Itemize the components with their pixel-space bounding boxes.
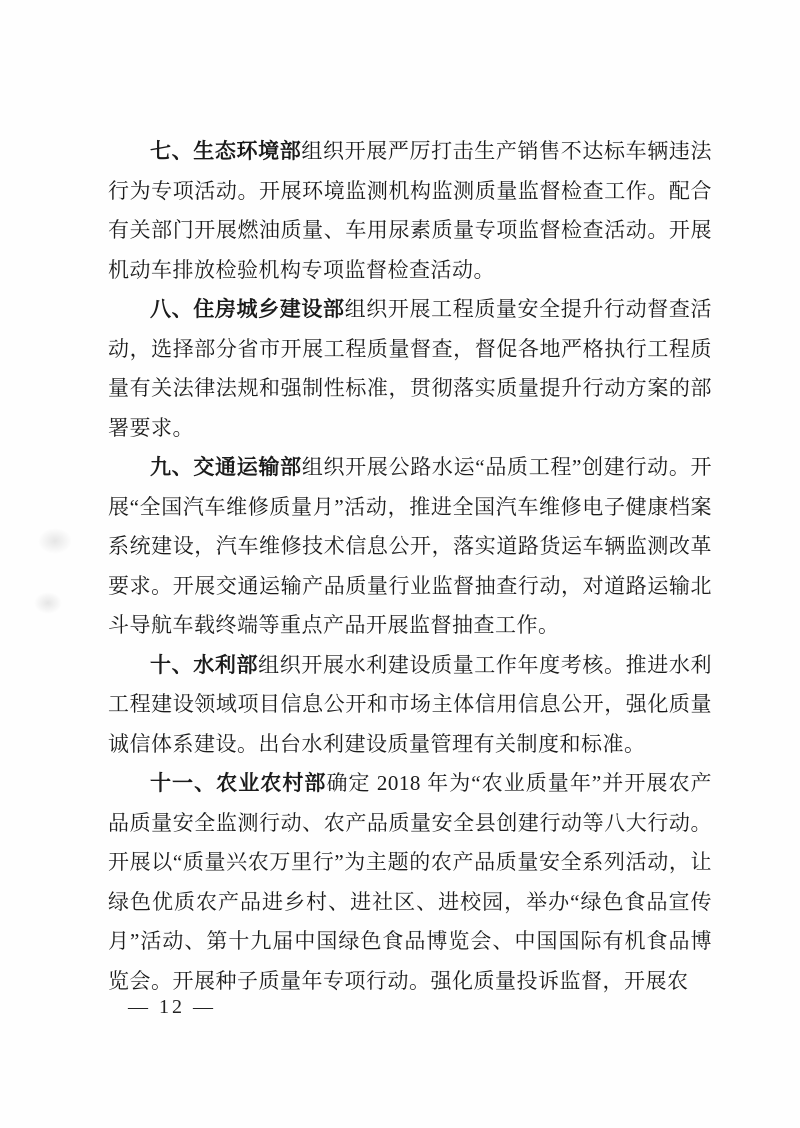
paragraph-11-agriculture-rural bbox=[108, 764, 712, 1001]
paragraph-9-transport bbox=[108, 448, 712, 646]
scan-smudge bbox=[38, 528, 72, 554]
scan-smudge bbox=[34, 592, 62, 614]
paragraph-10-text: 组织开展水利建设质量工作年度考核。推进水利工程建设领域项目信息公开和市场主体信用信息公开，强化质量诚信体系建设。出台水利建设质量管理有关制度和标准。 bbox=[108, 652, 713, 756]
paragraph-8-lead: 八、住房城乡建设部 bbox=[150, 298, 345, 321]
paragraph-7-lead: 七、生态环境部 bbox=[150, 140, 302, 163]
paragraph-11-text: 确定 2018 年为“农业质量年”并开展农产品质量安全监测行动、农产品质量安全县创建行动等八大行动。开展以“质量兴农万里行”为主题的农产品质量安全系列活动，让绿色优质农产品进乡村、进社区、进校园，举办“绿色食品宣传月”活动、第十九届中国绿色食品博览会、中国国际有机食品博览会。开展种子质量年专项行动。强化质量投诉监督，开展农 bbox=[108, 771, 713, 993]
paragraph-7-ecology-environment bbox=[108, 132, 712, 290]
paragraph-8-housing-construction bbox=[108, 290, 712, 448]
document-body bbox=[108, 132, 712, 1001]
paragraph-10-water-resources bbox=[108, 646, 712, 765]
paragraph-9-text: 组织开展公路水运“品质工程”创建行动。开展“全国汽车维修质量月”活动，推进全国汽车维修电子健康档案系统建设，汽车维修技术信息公开，落实道路货运车辆监测改革要求。开展交通运输产品质量行业监督抽查行动，对道路运输北斗导航车载终端等重点产品开展监督抽查工作。 bbox=[108, 455, 713, 637]
paragraph-8-text: 组织开展工程质量安全提升行动督查活动，选择部分省市开展工程质量督查，督促各地严格执行工程质量有关法律法规和强制性标准，贯彻落实质量提升行动方案的部署要求。 bbox=[108, 297, 713, 440]
paragraph-10-lead: 十、水利部 bbox=[150, 653, 259, 677]
paragraph-7-text: 组织开展严厉打击生产销售不达标车辆违法行为专项活动。开展环境监测机构监测质量监督检查工作。配合有关部门开展燃油质量、车用尿素质量专项监督检查活动。开展机动车排放检验机构专项监督检查活动。 bbox=[108, 139, 713, 282]
paragraph-9-lead: 九、交通运输部 bbox=[150, 456, 302, 479]
paragraph-11-lead: 十一、农业农村部 bbox=[150, 772, 327, 795]
page-number: — 12 — bbox=[128, 996, 216, 1018]
